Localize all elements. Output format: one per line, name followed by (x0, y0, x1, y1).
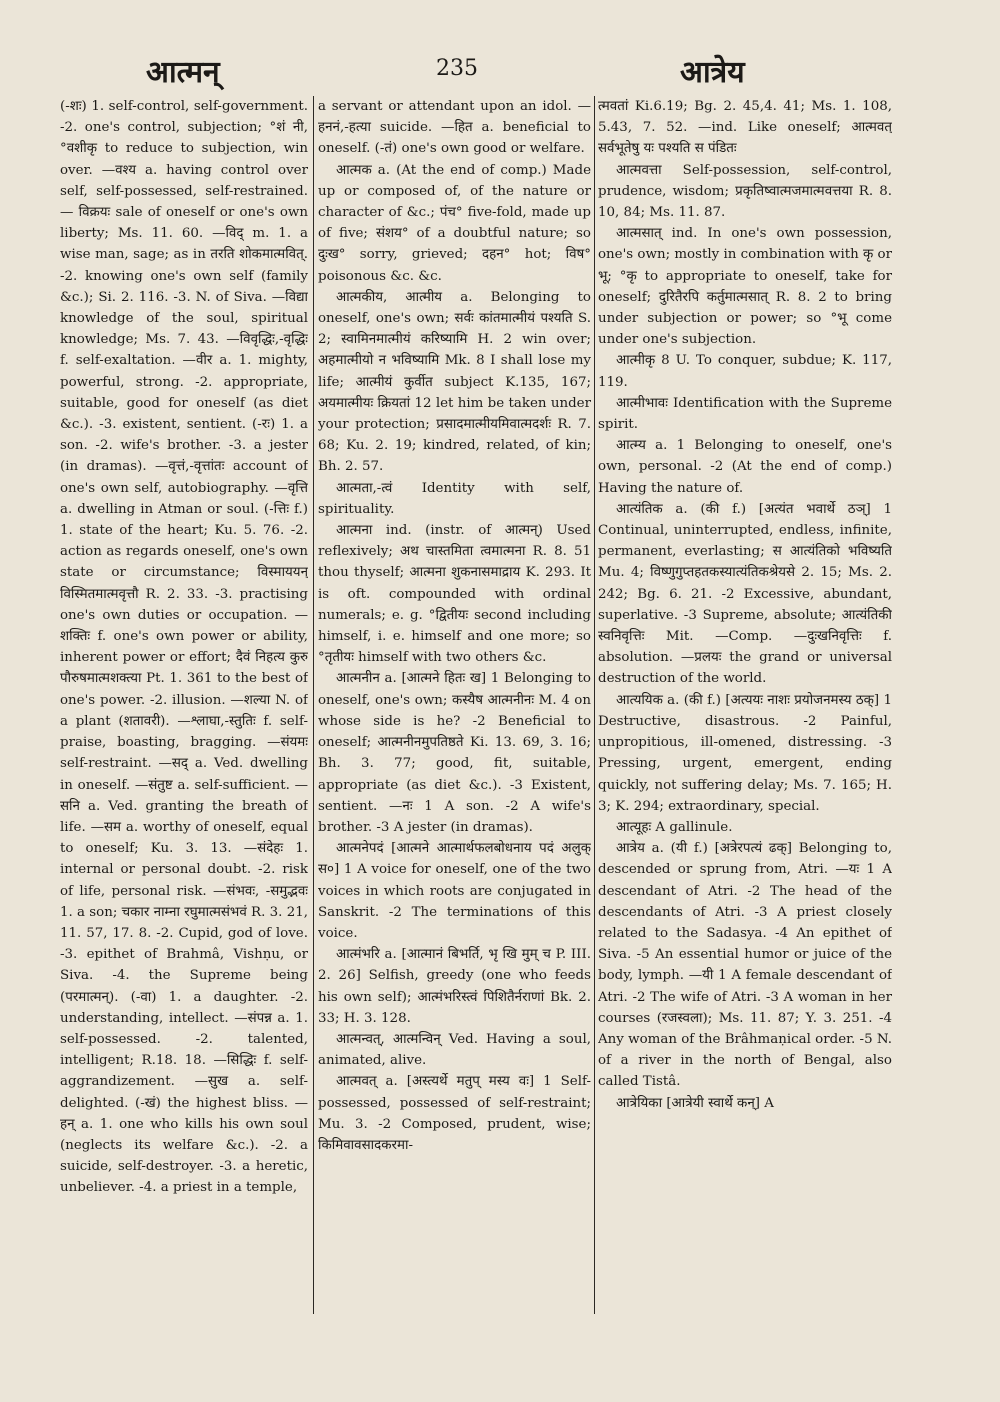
dictionary-entry: आत्मंभरि a. [आत्मानं बिभर्ति, भृ खि मुम् च P. III. 2. 26] Selfish, greedy (one who feeds his own self); आत्मंभरिस्त्वं पिशितैर्नराणां Bk. 2. 33; H. 3. 128. (318, 947, 591, 1026)
column-2 (318, 96, 591, 1316)
column-divider (594, 96, 595, 1314)
dictionary-entry: a servant or attendant upon an idol. —हननं,-हत्या suicide. —हित a. beneficial to oneself. (-तं) one's own good or welfare. (318, 99, 591, 157)
dictionary-entry: आत्मसात् ind. In one's own possession, one's own; mostly in combination with कृ or भू; °कृ to appropriate to oneself, take for oneself; दुरितैरपि कर्तुमात्मसात् R. 8. 2 to bring under subjection or power; so °भू come under one's subjection. (598, 226, 892, 348)
column-divider (313, 96, 314, 1314)
page-number: 235 (436, 56, 478, 81)
dictionary-entry: आत्म्य a. 1 Belonging to oneself, one's own, personal. -2 (At the end of comp.) Having the nature of. (598, 438, 892, 496)
dictionary-entry: आत्मक a. (At the end of comp.) Made up or composed of, of the nature or character of &c.; पंच° five-fold, made up of five; संशय° of a doubtful nature; so दुःख° sorry, grieved; दहन° hot; विष° poisonous &c. &c. (318, 162, 591, 284)
dictionary-entry: आत्मवत् a. [अस्त्यर्थे मतुप् मस्य वः] 1 Self-possessed, possessed of self-restraint; Mu. 3. -2 Composed, prudent, wise; किमिवावसादकरमा- (318, 1074, 591, 1153)
dictionary-entry: (-शः) 1. self-control, self-government. -2. one's control, subjection; °शं नी, °वशीकृ to reduce to subjection, win over. —वश्य a. having control over self, self-possessed, self-restrained. — विक्रयः sale of oneself or one's own liberty; Ms. 11. 60. —विद् m. 1. a wise man, sage; as in तरति शोकमात्मवित्. -2. knowing one's own self (family &c.); Si. 2. 116. -3. N. of Siva. —विद्या knowledge of the soul, spiritual knowledge; Ms. 7. 43. —विवृद्धिः,-वृद्धिः f. self-exaltation. —वीर a. 1. mighty, powerful, strong. -2. appropriate, suitable, good for oneself (as diet &c.). -3. existent, sentient. (-रः) 1. a son. -2. wife's brother. -3. a jester (in dramas). —वृत्तं,-वृत्तांतः account of one's own self, autobiography. —वृत्ति a. dwelling in Atman or soul. (-त्तिः f.) 1. state of the heart; Ku. 5. 76. -2. action as regards oneself, one's own state or circumstance; विस्माययन् विस्मितमात्मवृत्तौ R. 2. 33. -3. practising one's own duties or occupation. —शक्तिः f. one's own power or ability, inherent power or effort; दैवं निहत्य कुरु पौरुषमात्मशक्त्या Pt. 1. 361 to the best of one's power. -2. illusion. —शल्या N. of a plant (शतावरी). —श्लाघा,-स्तुतिः f. self-praise, boasting, bragging. —संयमः self-restraint. —सद् a. Ved. dwelling in oneself. —संतुष्ट a. self-sufficient. —सनि a. Ved. granting the breath of life. —सम a. worthy of oneself, equal to oneself; Ku. 3. 13. —संदेहः 1. internal or personal doubt. -2. risk of life, personal risk. —संभवः, -समुद्भवः 1. a son; चकार नाम्ना रघुमात्मसंभवं R. 3. 21, 11. 57, 17. 8. -2. Cupid, god of love. -3. epithet of Brahmâ, Vishṇu, or Siva. -4. the Supreme being (परमात्मन्). (-वा) 1. a daughter. -2. understanding, intellect. —संपन्न a. 1. self-possessed. -2. talented, intelligent; R.18. 18. —सिद्धिः f. self-aggrandizement. —सुख a. self-delighted. (-खं) the highest bliss. —हन् a. 1. one who kills his own soul (neglects its welfare &c.). -2. a suicide, self-destroyer. -3. a heretic, unbeliever. -4. a priest in a temple, (60, 99, 308, 1196)
dictionary-entry: आत्यंतिक a. (की f.) [अत्यंत भवार्थे ठञ्] 1 Continual, uninterrupted, endless, infinite, permanent, everlasting; स आत्यंतिको भविष्यति Mu. 4; विष्णुगुप्तहतकस्यात्यंतिकश्रेयसे 2. 15; Ms. 2. 242; Bg. 6. 21. -2 Excessive, abundant, superlative. -3 Supreme, absolute; आत्यंतिकी स्वनिवृत्तिः Mit. —Comp. —दुःखनिवृत्तिः f. absolution. —प्रलयः the grand or universal destruction of the world. (598, 501, 892, 687)
dictionary-entry: आत्मकीय, आत्मीय a. Belonging to oneself, one's own; सर्वः कांतमात्मीयं पश्यति S. 2; स्वामिनमात्मीयं करिष्यामि H. 2 win over; अहमात्मीयो न भविष्यामि Mk. 8 I shall lose my life; आत्मीयं कुर्वीत subject K.135, 167; अयमात्मीयः क्रियतां 12 let him be taken under your protection; प्रसादमात्मीयमिवात्मदर्शः R. 7. 68; Ku. 2. 19; kindred, related, of kin; Bh. 2. 57. (318, 289, 591, 475)
column-3 (598, 96, 892, 1316)
dictionary-entry: आत्मवत्ता Self-possession, self-control, prudence, wisdom; प्रकृतिष्वात्मजमात्मवत्तया R. 8. 10, 84; Ms. 11. 87. (598, 162, 892, 221)
dictionary-entry: आत्रेयिका [आत्रेयी स्वार्थे कन्] A (616, 1095, 774, 1111)
dictionary-entry: आत्मीभावः Identification with the Supreme spirit. (598, 395, 892, 433)
dictionary-entry: आत्यूहः A gallinule. (616, 819, 733, 835)
dictionary-entry: आत्मना ind. (instr. of आत्मन्) Used reflexively; अथ चास्तमिता त्वमात्मना R. 8. 51 thou thyself; आत्मना शुकनासमाद्राय K. 293. It is oft. compounded with ordinal numerals; e. g. °द्वितीयः second including himself, i. e. himself and one more; so °तृतीयः himself with two others &c. (318, 523, 591, 666)
dictionary-entry: आत्मनेपदं [आत्मने आत्मार्थफलबोधनाय पदं अलुक् स०] 1 A voice for oneself, one of the two voices in which roots are conjugated in Sanskrit. -2 The terminations of this voice. (318, 841, 591, 941)
dictionary-entry: आत्मन्वत्, आत्मन्विन् Ved. Having a soul, animated, alive. (318, 1031, 591, 1069)
dictionary-entry: आत्ययिक a. (की f.) [अत्ययः नाशः प्रयोजनमस्य ठक्] 1 Destructive, disastrous. -2 Painful, unpropitious, ill-omened, distressing. -3 Pressing, urgent, emergent, ending quickly, not suffering delay; Ms. 7. 165; H. 3; K. 294; extraordinary, special. (598, 692, 892, 814)
dictionary-entry: आत्मीकृ 8 U. To conquer, subdue; K. 117, 119. (598, 353, 892, 390)
column-1 (60, 96, 308, 1316)
right-running-headword: आत्रेय (680, 55, 745, 90)
dictionary-entry: आत्मनीन a. [आत्मने हितः ख] 1 Belonging to oneself, one's own; कस्यैष आत्मनीनः M. 4 on whose side is he? -2 Beneficial to oneself; आत्मनीनमुपतिष्ठते Ki. 13. 69, 3. 16; Bh. 3. 77; good, fit, suitable, appropriate (as diet &c.). -3 Existent, sentient. —नः 1 A son. -2 A wife's brother. -3 A jester (in dramas). (318, 671, 591, 835)
dictionary-entry: आत्रेय a. (यी f.) [अत्रेरपत्यं ढक्] Belonging to, descended or sprung from, Atri. —यः 1 A descendant of Atri. -2 The head of the descendants of Atri. -3 A priest closely related to the Sadasya. -4 An epithet of Siva. -5 An essential humor or juice of the body, lymph. —यी 1 A female descendant of Atri. -2 The wife of Atri. -3 A woman in her courses (रजस्वला); Ms. 11. 87; Y. 3. 251. -4 Any woman of the Brâhmaṇical order. -5 N. of a river in the north of Bengal, also called Tistâ. (598, 841, 892, 1090)
page-header (0, 50, 1000, 96)
dictionary-entry: आत्मता,-त्वं Identity with self, spirituality. (318, 480, 591, 517)
left-running-headword: आत्मन् (146, 55, 220, 90)
dictionary-entry: त्मवतां Ki.6.19; Bg. 2. 45,4. 41; Ms. 1. 108, 5.43, 7. 52. —ind. Like oneself; आत्मवत् सर्वभूतेषु यः पश्यति स पंडितः (598, 99, 892, 157)
